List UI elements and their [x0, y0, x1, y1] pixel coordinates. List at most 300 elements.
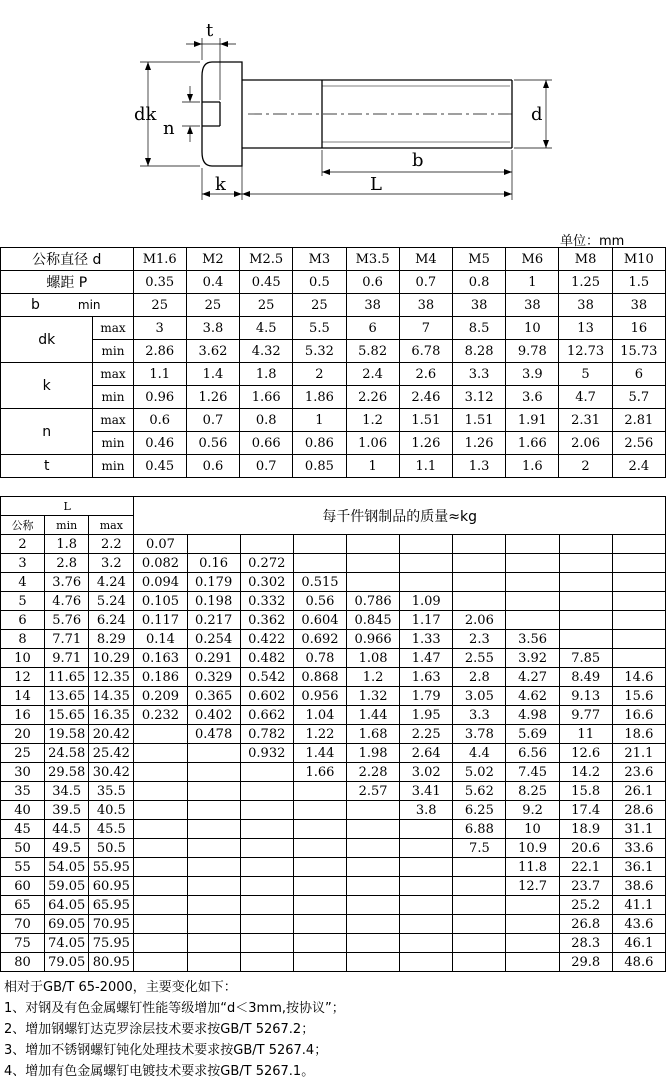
table-cell: 0.45: [133, 455, 186, 478]
table-row: [1, 782, 666, 801]
label-n: n: [163, 118, 175, 139]
size-header: M3.5: [346, 248, 399, 271]
table-cell: [453, 573, 506, 592]
table-cell: 15.8: [559, 782, 612, 801]
table-cell: [612, 535, 665, 554]
table-cell: 38: [399, 294, 452, 317]
table-cell: [187, 763, 240, 782]
table-cell: [187, 820, 240, 839]
table-cell: [293, 554, 346, 573]
table-cell: 79.05: [45, 953, 89, 972]
table-row: [1, 592, 666, 611]
table-cell: 5.62: [453, 782, 506, 801]
table-cell: 36.1: [612, 858, 665, 877]
table-cell: [134, 915, 187, 934]
table-cell: 80.95: [89, 953, 134, 972]
table-cell: 40.5: [89, 801, 134, 820]
table-cell: 1.1: [399, 455, 452, 478]
table-cell: 0.78: [293, 649, 346, 668]
table-cell: 0.365: [187, 687, 240, 706]
row-sublabel: min: [93, 432, 133, 455]
table-cell: 4.5: [240, 317, 293, 340]
table-cell: 2.26: [346, 386, 399, 409]
table-cell: 0.515: [293, 573, 346, 592]
table-cell: 38.6: [612, 877, 665, 896]
table-cell: 0.16: [187, 554, 240, 573]
table-cell: [293, 839, 346, 858]
table-cell: 6: [612, 363, 665, 386]
table-cell: [506, 611, 559, 630]
size-header: M6: [506, 248, 559, 271]
table-cell: [134, 820, 187, 839]
table-cell: 1.3: [452, 455, 505, 478]
table-cell: 20.6: [559, 839, 612, 858]
table-cell: 1.51: [399, 409, 452, 432]
table-cell: 48.6: [612, 953, 665, 972]
table-cell: [612, 630, 665, 649]
table-cell: 2.57: [347, 782, 400, 801]
table-cell: [347, 801, 400, 820]
table-cell: 3: [1, 554, 45, 573]
table-cell: 45: [1, 820, 45, 839]
table-cell: 1.26: [399, 432, 452, 455]
table-cell: 2.4: [346, 363, 399, 386]
table-cell: 0.105: [134, 592, 187, 611]
table-row: [1, 896, 666, 915]
label-k: k: [215, 174, 226, 195]
table-cell: 17.4: [559, 801, 612, 820]
table-cell: 2.28: [347, 763, 400, 782]
table-cell: 2.25: [400, 725, 453, 744]
table-cell: 25: [1, 744, 45, 763]
table-cell: [240, 953, 293, 972]
row-sublabel: max: [93, 409, 133, 432]
table-cell: 0.45: [240, 271, 293, 294]
table-cell: 6.24: [89, 611, 134, 630]
table-cell: [293, 858, 346, 877]
table-cell: 0.209: [134, 687, 187, 706]
table-cell: 12.7: [506, 877, 559, 896]
table-cell: 19.58: [45, 725, 89, 744]
table-cell: 3.3: [452, 363, 505, 386]
table-cell: 14.35: [89, 687, 134, 706]
table-cell: 29.8: [559, 953, 612, 972]
table-cell: 35.5: [89, 782, 134, 801]
table-cell: [187, 744, 240, 763]
table-cell: [347, 535, 400, 554]
table-row: [1, 573, 666, 592]
table-cell: 0.402: [187, 706, 240, 725]
table-cell: [453, 554, 506, 573]
table-cell: 3.6: [506, 386, 559, 409]
table-cell: 1.86: [293, 386, 346, 409]
table-cell: 2.8: [45, 554, 89, 573]
table-cell: [400, 554, 453, 573]
table-cell: [134, 896, 187, 915]
table-cell: 4.7: [559, 386, 612, 409]
table-cell: [506, 573, 559, 592]
table-row: [1, 706, 666, 725]
table-row: [1, 363, 666, 386]
table-cell: [187, 934, 240, 953]
table-cell: [293, 896, 346, 915]
table-cell: 1.66: [506, 432, 559, 455]
table-cell: 3.56: [506, 630, 559, 649]
table-cell: 0.094: [134, 573, 187, 592]
table-cell: 0.602: [240, 687, 293, 706]
table-cell: 1.6: [506, 455, 559, 478]
table-cell: [400, 896, 453, 915]
table-cell: 3.62: [186, 340, 239, 363]
table-cell: [347, 934, 400, 953]
table-cell: 1.08: [347, 649, 400, 668]
table-cell: 3: [133, 317, 186, 340]
table-cell: 3.8: [186, 317, 239, 340]
table-cell: 0.6: [133, 409, 186, 432]
table-row: [1, 744, 666, 763]
table-row: [1, 630, 666, 649]
table-cell: [240, 535, 293, 554]
table-cell: 0.5: [293, 271, 346, 294]
table-cell: [506, 934, 559, 953]
table-cell: 7.45: [506, 763, 559, 782]
table-cell: 2.06: [559, 432, 612, 455]
table-cell: 3.9: [506, 363, 559, 386]
table-cell: [453, 934, 506, 953]
table-row: [1, 820, 666, 839]
table-cell: [612, 592, 665, 611]
table-cell: 6: [346, 317, 399, 340]
table-cell: [400, 915, 453, 934]
table-cell: 0.692: [293, 630, 346, 649]
table-cell: 1.1: [133, 363, 186, 386]
table-cell: 15.65: [45, 706, 89, 725]
table-cell: 1.44: [347, 706, 400, 725]
table-row: [1, 432, 666, 455]
table-cell: [559, 554, 612, 573]
table-cell: [187, 839, 240, 858]
table-row: [1, 535, 666, 554]
table-cell: 0.217: [187, 611, 240, 630]
table-cell: [612, 573, 665, 592]
table-cell: 0.082: [134, 554, 187, 573]
table-cell: 1.47: [400, 649, 453, 668]
col-nominal: 公称: [1, 516, 45, 535]
table-cell: 2.56: [612, 432, 665, 455]
table-row: [1, 858, 666, 877]
label-b: b: [412, 150, 424, 171]
table-cell: [400, 934, 453, 953]
table-cell: 2: [293, 363, 346, 386]
table-cell: [134, 782, 187, 801]
table-cell: 1.51: [452, 409, 505, 432]
table-cell: 3.05: [453, 687, 506, 706]
table-cell: 3.3: [453, 706, 506, 725]
table-cell: 1.25: [559, 271, 612, 294]
table-cell: 38: [452, 294, 505, 317]
row-sublabel: max: [93, 363, 133, 386]
table-cell: 0.604: [293, 611, 346, 630]
table-cell: [187, 782, 240, 801]
table-cell: [293, 934, 346, 953]
table-cell: 60: [1, 877, 45, 896]
table-cell: [506, 592, 559, 611]
table-cell: 0.198: [187, 592, 240, 611]
table-cell: 11.8: [506, 858, 559, 877]
table-cell: [453, 877, 506, 896]
table-row: [1, 915, 666, 934]
table-cell: 2: [1, 535, 45, 554]
table-cell: [453, 896, 506, 915]
table-cell: 5.76: [45, 611, 89, 630]
notes: [4, 977, 345, 1082]
table-cell: 16.35: [89, 706, 134, 725]
table-cell: 1.95: [400, 706, 453, 725]
table-cell: 2.86: [133, 340, 186, 363]
table-cell: 38: [346, 294, 399, 317]
table-cell: 22.1: [559, 858, 612, 877]
table-cell: [187, 915, 240, 934]
table-cell: 0.302: [240, 573, 293, 592]
col-max: max: [89, 516, 134, 535]
table-cell: [240, 934, 293, 953]
table-cell: 0.291: [187, 649, 240, 668]
table-cell: 50.5: [89, 839, 134, 858]
table-cell: [240, 763, 293, 782]
table-cell: 6.88: [453, 820, 506, 839]
table-cell: [559, 630, 612, 649]
table-cell: 10: [506, 317, 559, 340]
table-cell: 5.02: [453, 763, 506, 782]
table-cell: 16: [1, 706, 45, 725]
table-cell: [559, 611, 612, 630]
table-cell: 25.42: [89, 744, 134, 763]
table-cell: 23.6: [612, 763, 665, 782]
table-cell: [347, 820, 400, 839]
table-cell: [293, 820, 346, 839]
table-cell: 25: [293, 294, 346, 317]
table-cell: 4: [1, 573, 45, 592]
table-cell: 3.78: [453, 725, 506, 744]
row-sublabel: min: [93, 386, 133, 409]
table-cell: 41.1: [612, 896, 665, 915]
table-cell: [453, 915, 506, 934]
table-cell: 45.5: [89, 820, 134, 839]
label-t: t: [206, 20, 214, 41]
table-cell: 16: [612, 317, 665, 340]
table-cell: 40: [1, 801, 45, 820]
table-cell: 1.68: [347, 725, 400, 744]
table-cell: 6.25: [453, 801, 506, 820]
table-cell: 1.22: [293, 725, 346, 744]
table-cell: 21.1: [612, 744, 665, 763]
table-cell: 0.845: [347, 611, 400, 630]
table-cell: 1.06: [346, 432, 399, 455]
table-cell: [347, 573, 400, 592]
table-cell: 3.41: [400, 782, 453, 801]
table-cell: 8.49: [559, 668, 612, 687]
table-cell: 65: [1, 896, 45, 915]
table-cell: 38: [559, 294, 612, 317]
table-cell: 38: [506, 294, 559, 317]
table-cell: 7: [399, 317, 452, 340]
table-cell: 20.42: [89, 725, 134, 744]
table-cell: 6.78: [399, 340, 452, 363]
table-cell: 0.66: [240, 432, 293, 455]
table-cell: [347, 554, 400, 573]
table-cell: 2.46: [399, 386, 452, 409]
table-cell: 8.29: [89, 630, 134, 649]
table-cell: 11: [559, 725, 612, 744]
table-cell: 0.179: [187, 573, 240, 592]
table-row: [1, 340, 666, 363]
table-cell: 1.2: [346, 409, 399, 432]
table-cell: 1.66: [240, 386, 293, 409]
row-label: k: [1, 363, 93, 409]
table-cell: 0.86: [293, 432, 346, 455]
col-min: min: [45, 516, 89, 535]
table-cell: 9.77: [559, 706, 612, 725]
table-cell: 1.8: [240, 363, 293, 386]
table-cell: 0.254: [187, 630, 240, 649]
table-cell: 50: [1, 839, 45, 858]
table-cell: 3.02: [400, 763, 453, 782]
table-cell: 8.28: [452, 340, 505, 363]
table-cell: 1.44: [293, 744, 346, 763]
table-cell: 54.05: [45, 858, 89, 877]
row-label: 螺距 P: [1, 271, 134, 294]
note-line: 1、对钢及有色金属螺钉性能等级增加“d＜3mm,按协议”；: [4, 1001, 345, 1016]
table-cell: [293, 915, 346, 934]
table-cell: [240, 858, 293, 877]
table-cell: 5.7: [612, 386, 665, 409]
table-cell: 0.117: [134, 611, 187, 630]
table-cell: 0.272: [240, 554, 293, 573]
table-cell: 0.4: [186, 271, 239, 294]
table-cell: 3.8: [400, 801, 453, 820]
table-cell: 2.55: [453, 649, 506, 668]
table-cell: 1: [346, 455, 399, 478]
table-cell: [240, 801, 293, 820]
table-cell: 75: [1, 934, 45, 953]
table-cell: 2.06: [453, 611, 506, 630]
table-cell: 2.8: [453, 668, 506, 687]
table-cell: [400, 877, 453, 896]
table-row: [1, 763, 666, 782]
table-cell: 18.6: [612, 725, 665, 744]
table-cell: 0.7: [399, 271, 452, 294]
table-cell: [347, 858, 400, 877]
table-cell: [240, 877, 293, 896]
table-row: [1, 611, 666, 630]
table-cell: [240, 839, 293, 858]
table-cell: [559, 592, 612, 611]
table-cell: 0.478: [187, 725, 240, 744]
mass-table: [0, 496, 666, 972]
table-cell: 20: [1, 725, 45, 744]
table-cell: 14.6: [612, 668, 665, 687]
table-cell: [400, 839, 453, 858]
table-cell: [293, 877, 346, 896]
size-header: M4: [399, 248, 452, 271]
table-cell: 75.95: [89, 934, 134, 953]
table-cell: 59.05: [45, 877, 89, 896]
row-label: dk: [1, 317, 93, 363]
table-cell: 3.2: [89, 554, 134, 573]
size-header: M10: [612, 248, 665, 271]
table-cell: [612, 611, 665, 630]
row-sublabel: min: [93, 455, 133, 478]
table-cell: 0.662: [240, 706, 293, 725]
row-sublabel: min: [77, 298, 101, 312]
table-cell: [240, 782, 293, 801]
table-cell: 33.6: [612, 839, 665, 858]
table-cell: 8: [1, 630, 45, 649]
table-cell: 25: [186, 294, 239, 317]
table-cell: 2.4: [612, 455, 665, 478]
table-cell: 4.62: [506, 687, 559, 706]
table-row: [1, 649, 666, 668]
table-cell: 1.2: [347, 668, 400, 687]
table-cell: 5.69: [506, 725, 559, 744]
table-cell: 25: [240, 294, 293, 317]
table-cell: 4.27: [506, 668, 559, 687]
table-cell: [134, 725, 187, 744]
table-cell: 0.6: [346, 271, 399, 294]
table-cell: 10: [506, 820, 559, 839]
table-cell: 28.3: [559, 934, 612, 953]
table-cell: [400, 858, 453, 877]
table-cell: [240, 820, 293, 839]
table-cell: 6: [1, 611, 45, 630]
table-row: [1, 386, 666, 409]
mass-title: 每千件钢制品的质量≈kg: [134, 497, 666, 535]
table-cell: 0.932: [240, 744, 293, 763]
table-cell: 12.73: [559, 340, 612, 363]
table-cell: 3.76: [45, 573, 89, 592]
table-row: [1, 554, 666, 573]
table-cell: 0.07: [134, 535, 187, 554]
size-header: M1.6: [133, 248, 186, 271]
size-header: M2: [186, 248, 239, 271]
table-cell: [559, 535, 612, 554]
table-cell: 0.14: [134, 630, 187, 649]
table-cell: 24.58: [45, 744, 89, 763]
note-line: 相对于GB/T 65-2000，主要变化如下：: [4, 980, 237, 995]
table-cell: 10.9: [506, 839, 559, 858]
table-cell: 0.786: [347, 592, 400, 611]
table-cell: [506, 896, 559, 915]
table-cell: [187, 953, 240, 972]
table-cell: 0.46: [133, 432, 186, 455]
table-cell: 74.05: [45, 934, 89, 953]
table-cell: 12: [1, 668, 45, 687]
dimension-table: [0, 247, 666, 478]
table-row: [1, 725, 666, 744]
row-sublabel: max: [93, 317, 133, 340]
table-cell: 43.6: [612, 915, 665, 934]
table-cell: 9.78: [506, 340, 559, 363]
table-cell: 7.5: [453, 839, 506, 858]
table-row: [1, 409, 666, 432]
table-cell: 46.1: [612, 934, 665, 953]
table-cell: 0.956: [293, 687, 346, 706]
table-cell: [347, 953, 400, 972]
table-cell: 10: [1, 649, 45, 668]
note-line: 2、增加钢螺钉达克罗涂层技术要求按GB/T 5267.2；: [4, 1022, 315, 1037]
table-cell: [347, 877, 400, 896]
table-cell: [453, 592, 506, 611]
